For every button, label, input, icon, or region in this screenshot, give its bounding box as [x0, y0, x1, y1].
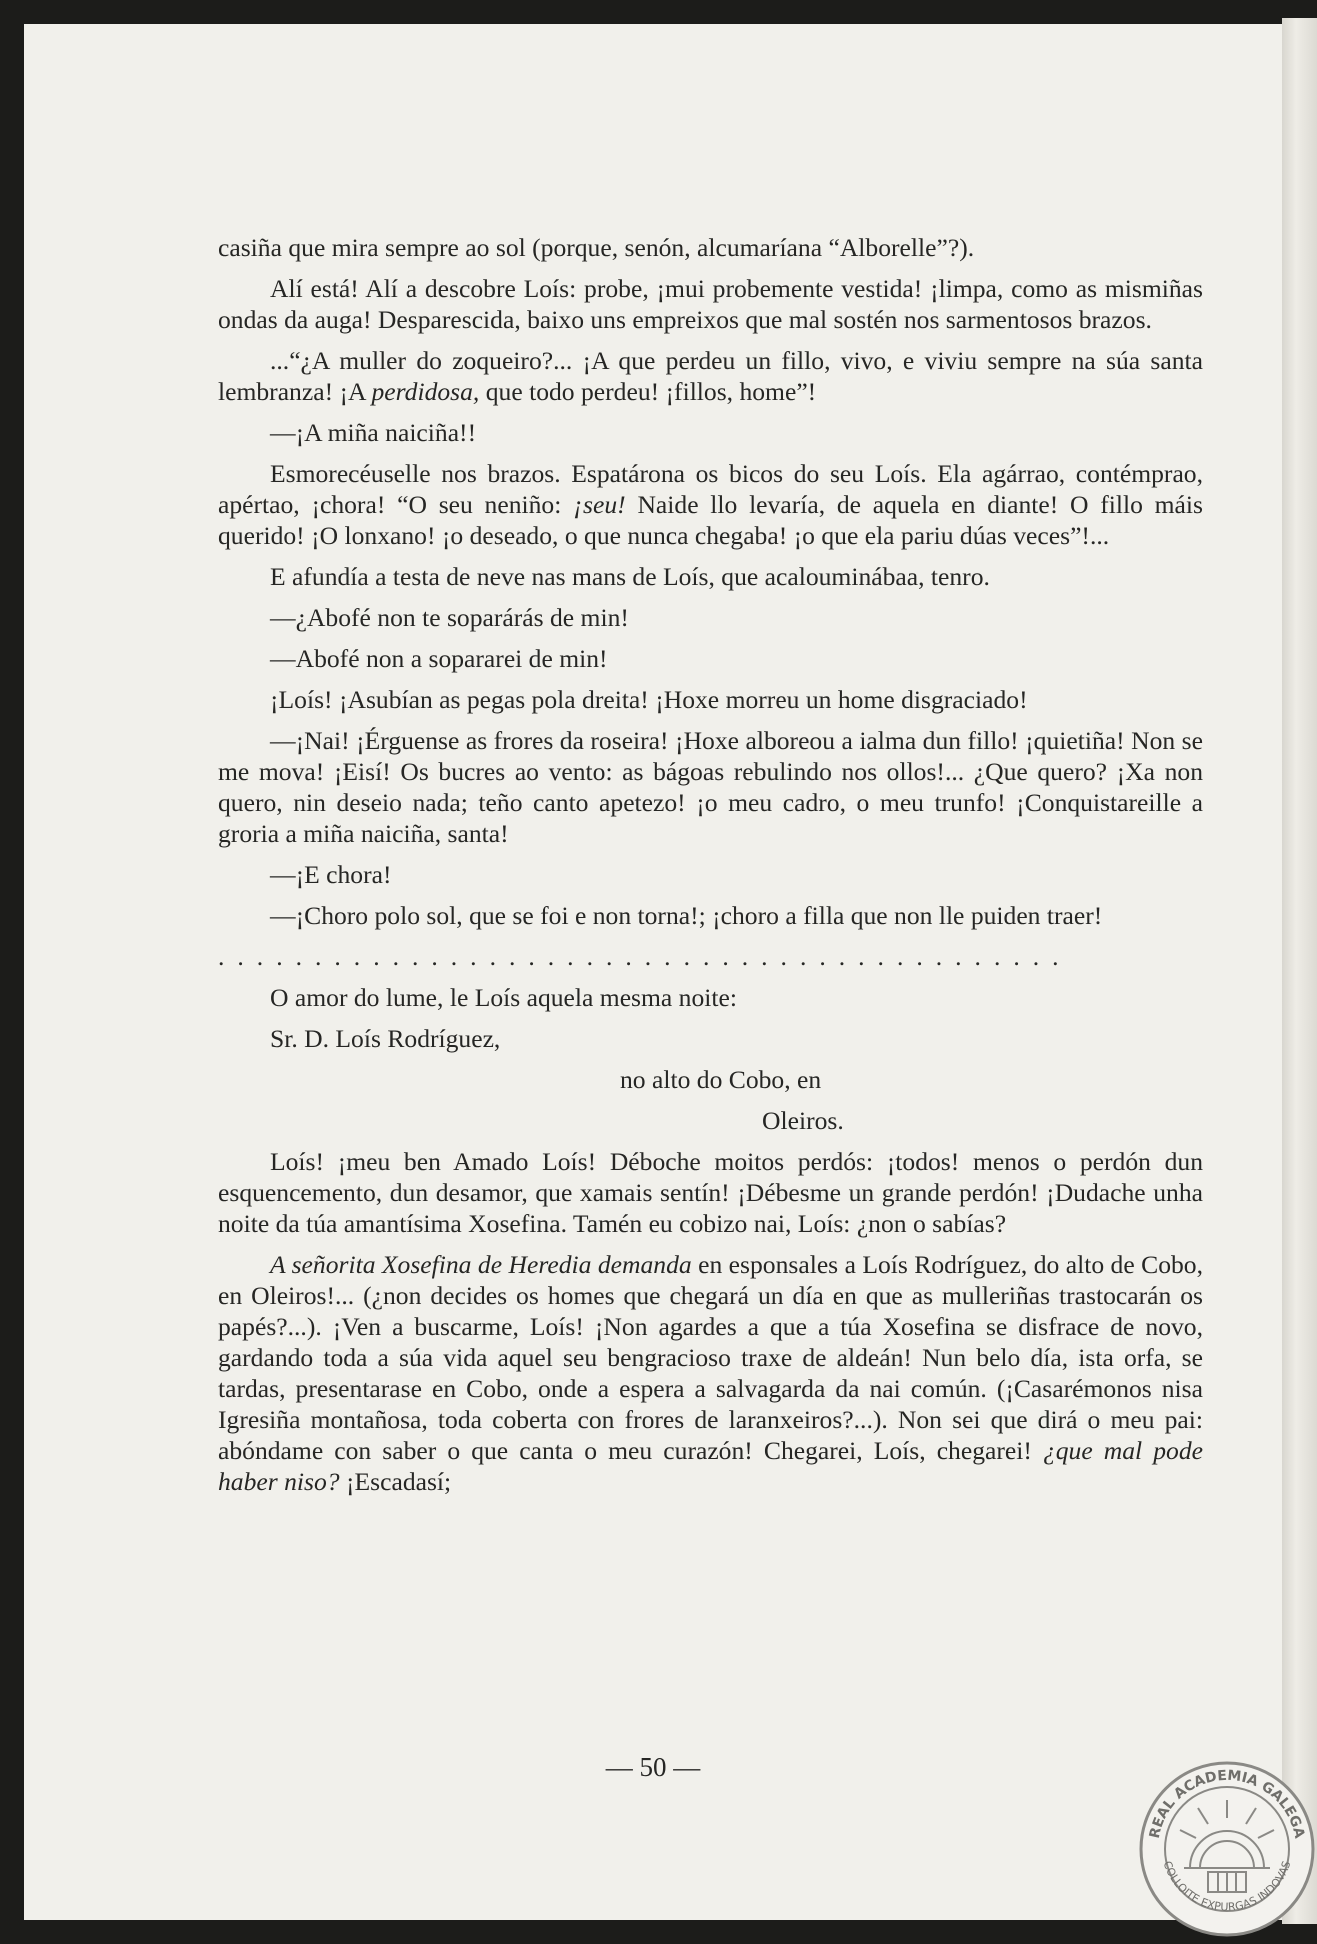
dotted-separator: ............................................: [218, 942, 1072, 971]
page-number: — 50 —: [605, 1752, 701, 1782]
paragraph: —¡E chora!: [270, 860, 392, 889]
library-seal-stamp: [1138, 1760, 1316, 1938]
paragraph: —Abofé non a sopararei de min!: [270, 644, 608, 673]
paragraph: ...“¿A muller do zoqueiro?... ¡A que perdeu un fillo, vivo, e viviu sempre na súa santa lembranza! ¡A perdidosa, que todo perdeu! ¡fillos, home”!: [218, 346, 1203, 406]
body-text: [218, 232, 1203, 1507]
seal-top-text: REAL ACADEMIA GALEGA: [1146, 1767, 1308, 1840]
paragraph: O amor do lume, le Loís aquela mesma noite:: [270, 983, 737, 1012]
paragraph: —¡Nai! ¡Érguense as frores da roseira! ¡Hoxe alboreou a ialma dun fillo! ¡quietiña! Non se me mova! ¡Eisí! Os bucres ao vento: as bágoas rebulindo nos ollos!... ¿Que quero? ¡Xa non quero, nin deseio nada; teño canto apetezo! ¡o meu cadro, o meu trunfo! ¡Conquistareille a groria a miña naiciña, santa!: [218, 726, 1203, 848]
paragraph: —¿Abofé non te soparárás de min!: [270, 603, 629, 632]
page-edge: [1282, 18, 1317, 1924]
document-page: [24, 24, 1282, 1920]
seal-bottom-text: COLLOITE EXPURGAS INDOVAS: [1160, 1859, 1294, 1914]
paragraph: ¡Loís! ¡Asubían as pegas pola dreita! ¡Hoxe morreu un home disgraciado!: [270, 685, 1028, 714]
paragraph: A señorita Xosefina de Heredia demanda en esponsales a Loís Rodríguez, do alto de Cobo, en Oleiros!... (¿non decides os homes que chegará un día en que as mulleriñas trastocarán os papés?...). ¡Ven a buscarme, Loís! ¡Non agardes a que a túa Xosefina se disfrace de novo, gardando toda a súa vida aquel seu bengracioso traxe de aldeán! Nun belo día, ista orfa, se tardas, presentarase en Cobo, onde a espera a salvagarda da nai común. (¡Casarémonos nisa Igresiña montañosa, toda coberta con frores de laranxeiros?...). Non sei que dirá o meu pai: abóndame con saber o que canta o meu curazón! Chegarei, Loís, chegarei! ¿que mal pode haber niso? ¡Escadasí;: [218, 1250, 1203, 1496]
address-line: Oleiros.: [762, 1106, 844, 1135]
address-line: Sr. D. Loís Rodríguez,: [270, 1024, 501, 1053]
paragraph: Alí está! Alí a descobre Loís: probe, ¡mui probemente vestida! ¡limpa, como as mismiñas ondas da auga! Desparescida, baixo uns empreixos que mal sostén nos sarmentosos brazos.: [218, 274, 1203, 334]
paragraph: Esmorecéuselle nos brazos. Espatárona os bicos do seu Loís. Ela agárrao, contémprao, apértao, ¡chora! “O seu neniño: ¡seu! Naide llo levaría, de aquela en diante! O fillo máis querido! ¡O lonxano! ¡o deseado, o que nunca chegaba! ¡o que ela pariu dúas veces”!...: [218, 459, 1203, 550]
paragraph: —¡Choro polo sol, que se foi e non torna!; ¡choro a filla que non lle puiden traer!: [270, 901, 1103, 930]
paragraph: casiña que mira sempre ao sol (porque, senón, alcumaríana “Alborelle”?).: [218, 233, 975, 262]
paragraph: —¡A miña naiciña!!: [270, 418, 477, 447]
address-line: no alto do Cobo, en: [620, 1065, 822, 1094]
paragraph: Loís! ¡meu ben Amado Loís! Déboche moitos perdós: ¡todos! menos o perdón dun esquencemento, dun desamor, que xamais sentín! ¡Débesme un grande perdón! ¡Dudache unha noite da túa amantísima Xosefina. Tamén eu cobizo nai, Loís: ¿non o sabías?: [218, 1147, 1203, 1238]
paragraph: E afundía a testa de neve nas mans de Loís, que acalouminábaa, tenro.: [270, 562, 990, 591]
